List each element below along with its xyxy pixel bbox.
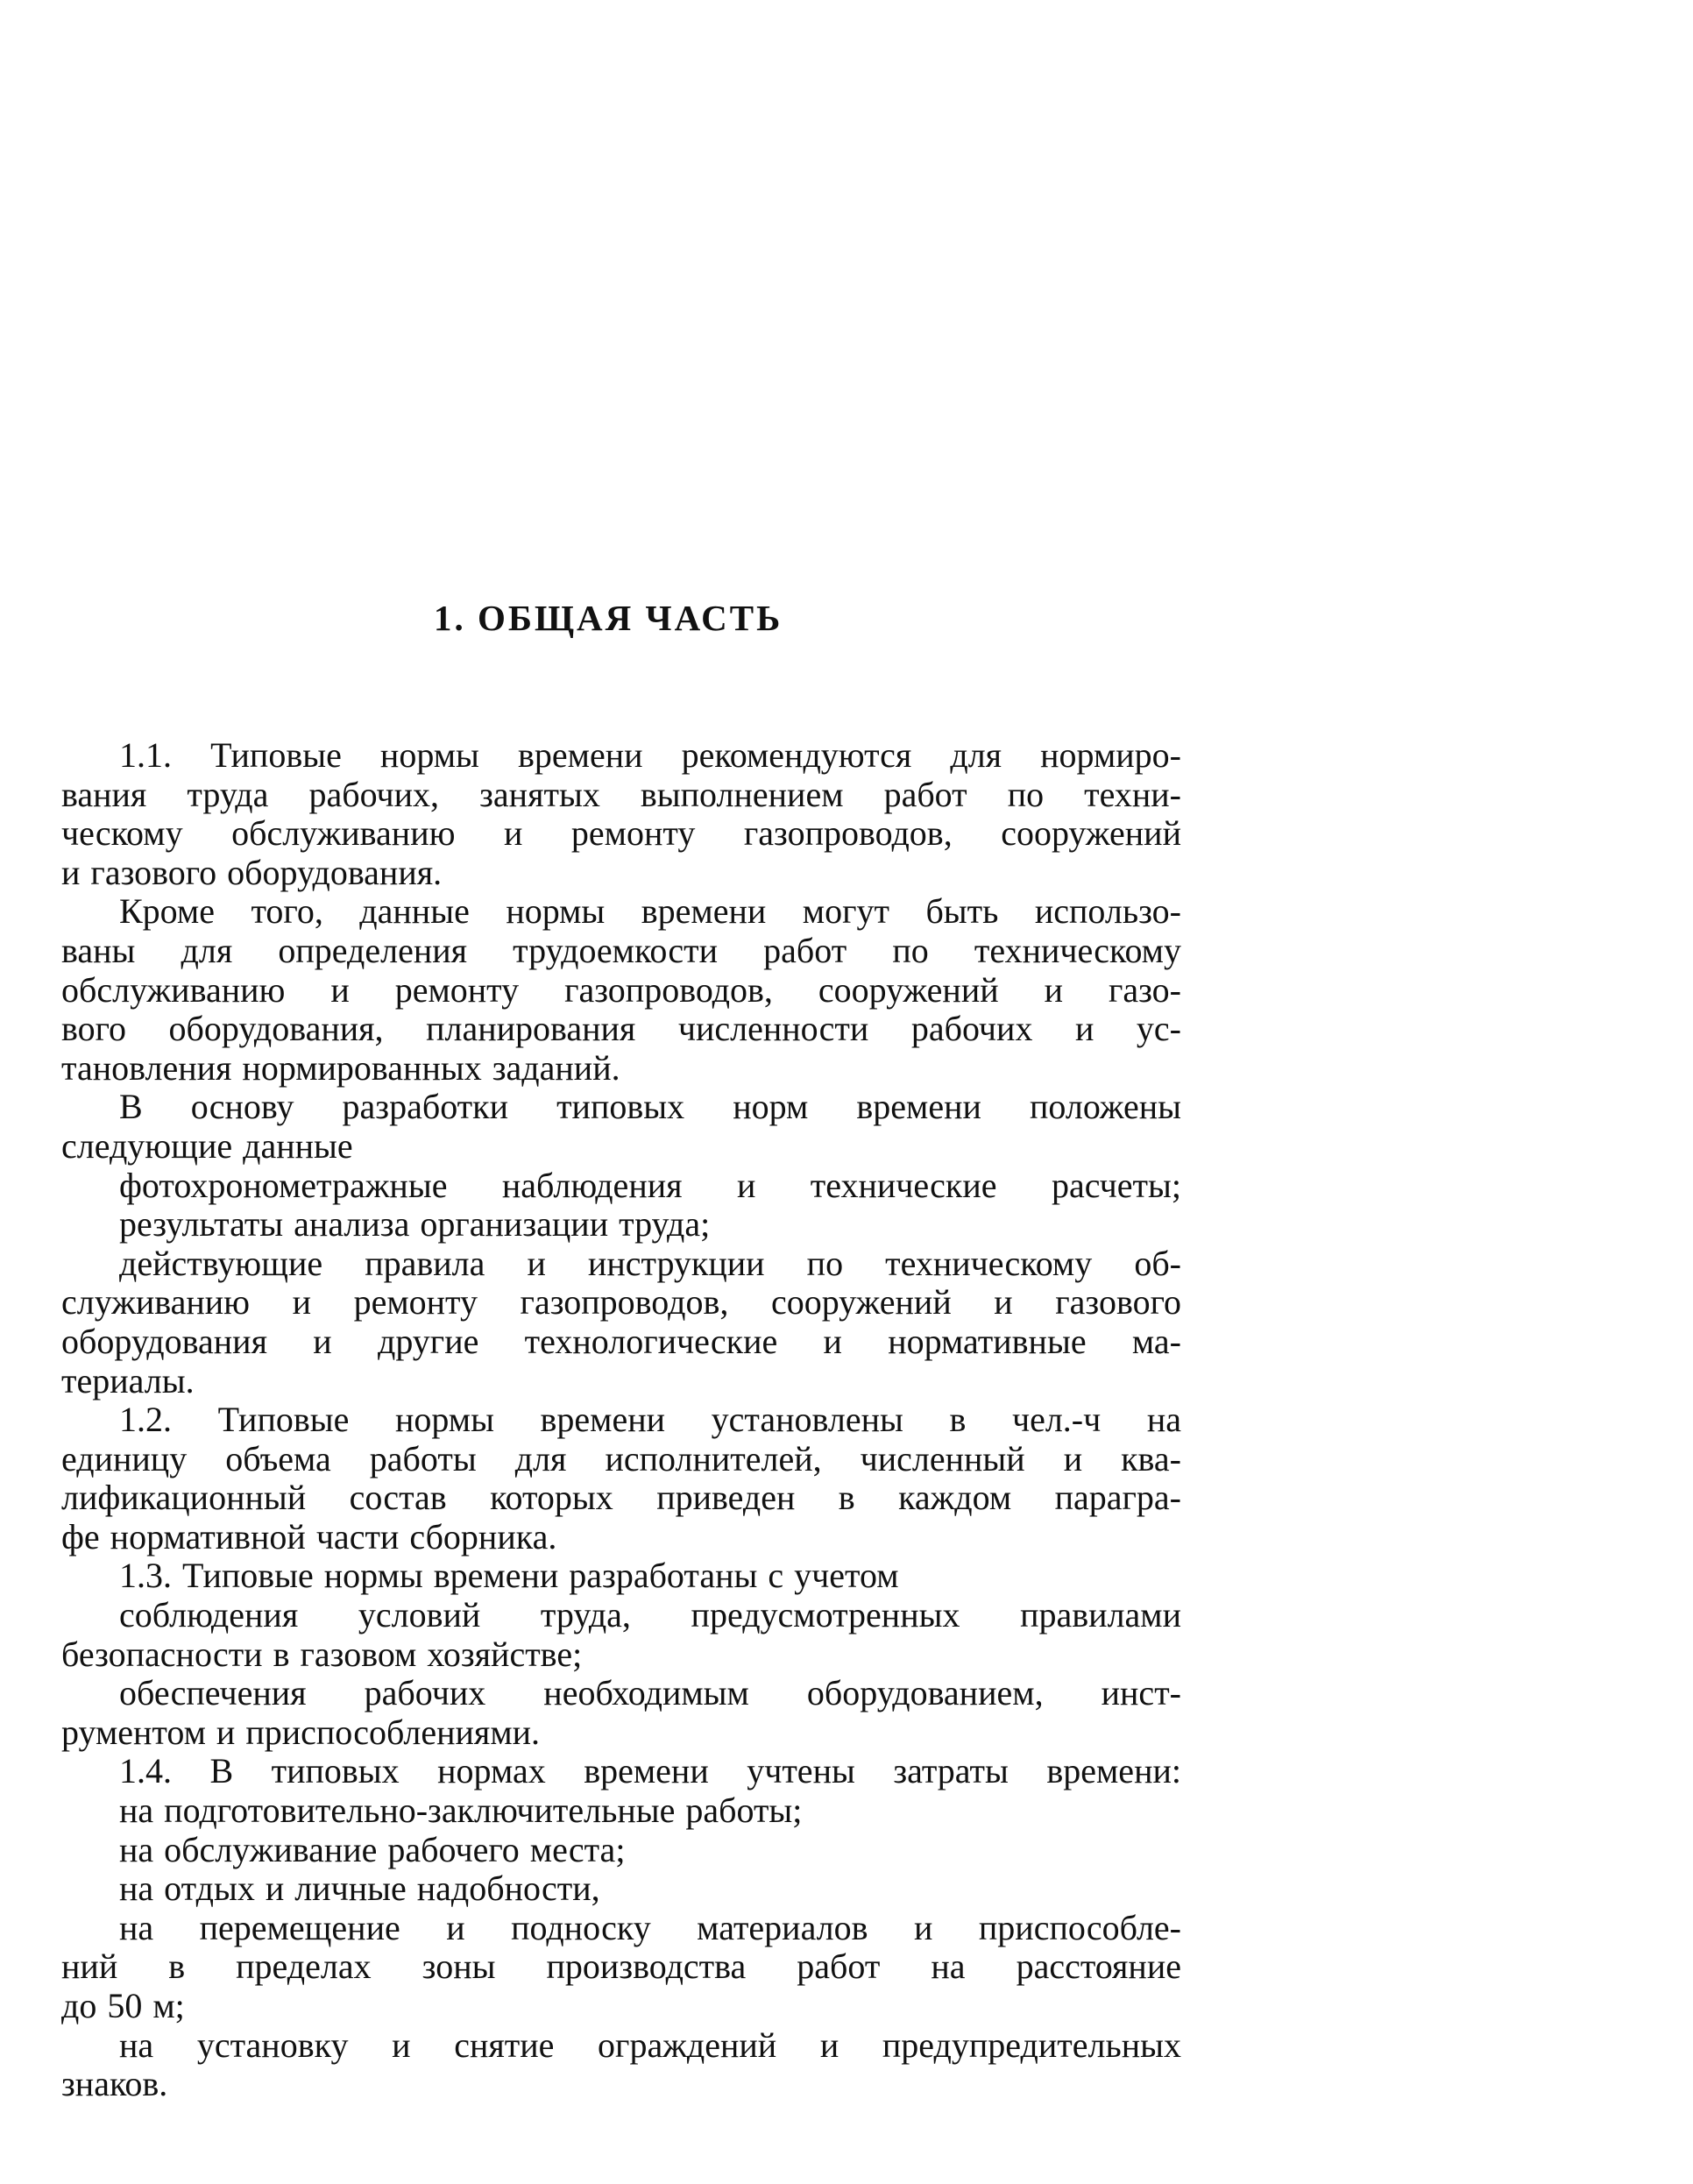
text-line: и газового оборудования. xyxy=(61,853,443,892)
text-line: фе нормативной части сборника. xyxy=(61,1517,557,1556)
text-line: следующие данные xyxy=(61,1126,353,1166)
text-line: служиванию и ремонту газопроводов, сооружений и газового xyxy=(61,1283,1181,1322)
text-line: безопасности в газовом хозяйстве; xyxy=(61,1634,583,1674)
text-line: ваны для определения трудоемкости работ по техническому xyxy=(61,931,1181,970)
text-line: до 50 м; xyxy=(61,1987,185,2025)
body-text xyxy=(61,736,1181,2104)
text-line: на подготовительно-заключительные работы; xyxy=(119,1791,803,1831)
text-line: 1.1. Типовые нормы времени рекомендуются для нормиро- xyxy=(119,736,1181,775)
text-line: В основу разработки типовых норм времени положены xyxy=(119,1088,1181,1127)
text-line: фотохронометражные наблюдения и технические расчеты; xyxy=(119,1166,1181,1205)
text-line: ческому обслуживанию и ремонту газопроводов, сооружений xyxy=(61,814,1181,854)
text-line: на обслуживание рабочего места; xyxy=(119,1830,626,1869)
section-heading: 1. ОБЩАЯ ЧАСТЬ xyxy=(434,598,783,638)
text-line: обеспечения рабочих необходимым оборудованием, инст- xyxy=(119,1674,1181,1713)
text-line: на перемещение и подноску материалов и приспособле- xyxy=(119,1908,1181,1947)
text-line: 1.2. Типовые нормы времени установлены в чел.-ч на xyxy=(119,1400,1181,1440)
text-line: результаты анализа организации труда; xyxy=(119,1205,711,1244)
text-line: 1.3. Типовые нормы времени разработаны с учетом xyxy=(119,1556,899,1596)
text-line: вого оборудования, планирования численности рабочих и ус- xyxy=(61,1010,1181,1049)
text-line: соблюдения условий труда, предусмотренных правилами xyxy=(119,1596,1181,1635)
text-line: рументом и приспособлениями. xyxy=(61,1712,541,1752)
text-line: обслуживанию и ремонту газопроводов, сооружений и газо- xyxy=(61,970,1181,1010)
text-line: на установку и снятие ограждений и предупредительных xyxy=(119,2025,1181,2065)
text-line: действующие правила и инструкции по техническому об- xyxy=(119,1244,1181,1283)
text-line: знаков. xyxy=(61,2065,168,2104)
text-line: тановления нормированных заданий. xyxy=(61,1048,620,1088)
text-line: ний в пределах зоны производства работ на расстояние xyxy=(61,1947,1181,1987)
text-line: вания труда рабочих, занятых выполнением работ по техни- xyxy=(61,775,1181,814)
text-line: единицу объема работы для исполнителей, численный и ква- xyxy=(61,1439,1181,1478)
text-line: оборудования и другие технологические и нормативные ма- xyxy=(61,1322,1181,1361)
text-line: 1.4. В типовых нормах времени учтены затраты времени: xyxy=(119,1752,1181,1791)
text-line: на отдых и личные надобности, xyxy=(119,1869,600,1909)
text-line: Кроме того, данные нормы времени могут быть использо- xyxy=(119,892,1181,932)
text-line: лификационный состав которых приведен в каждом парагра- xyxy=(61,1478,1181,1518)
text-line: териалы. xyxy=(61,1361,195,1400)
